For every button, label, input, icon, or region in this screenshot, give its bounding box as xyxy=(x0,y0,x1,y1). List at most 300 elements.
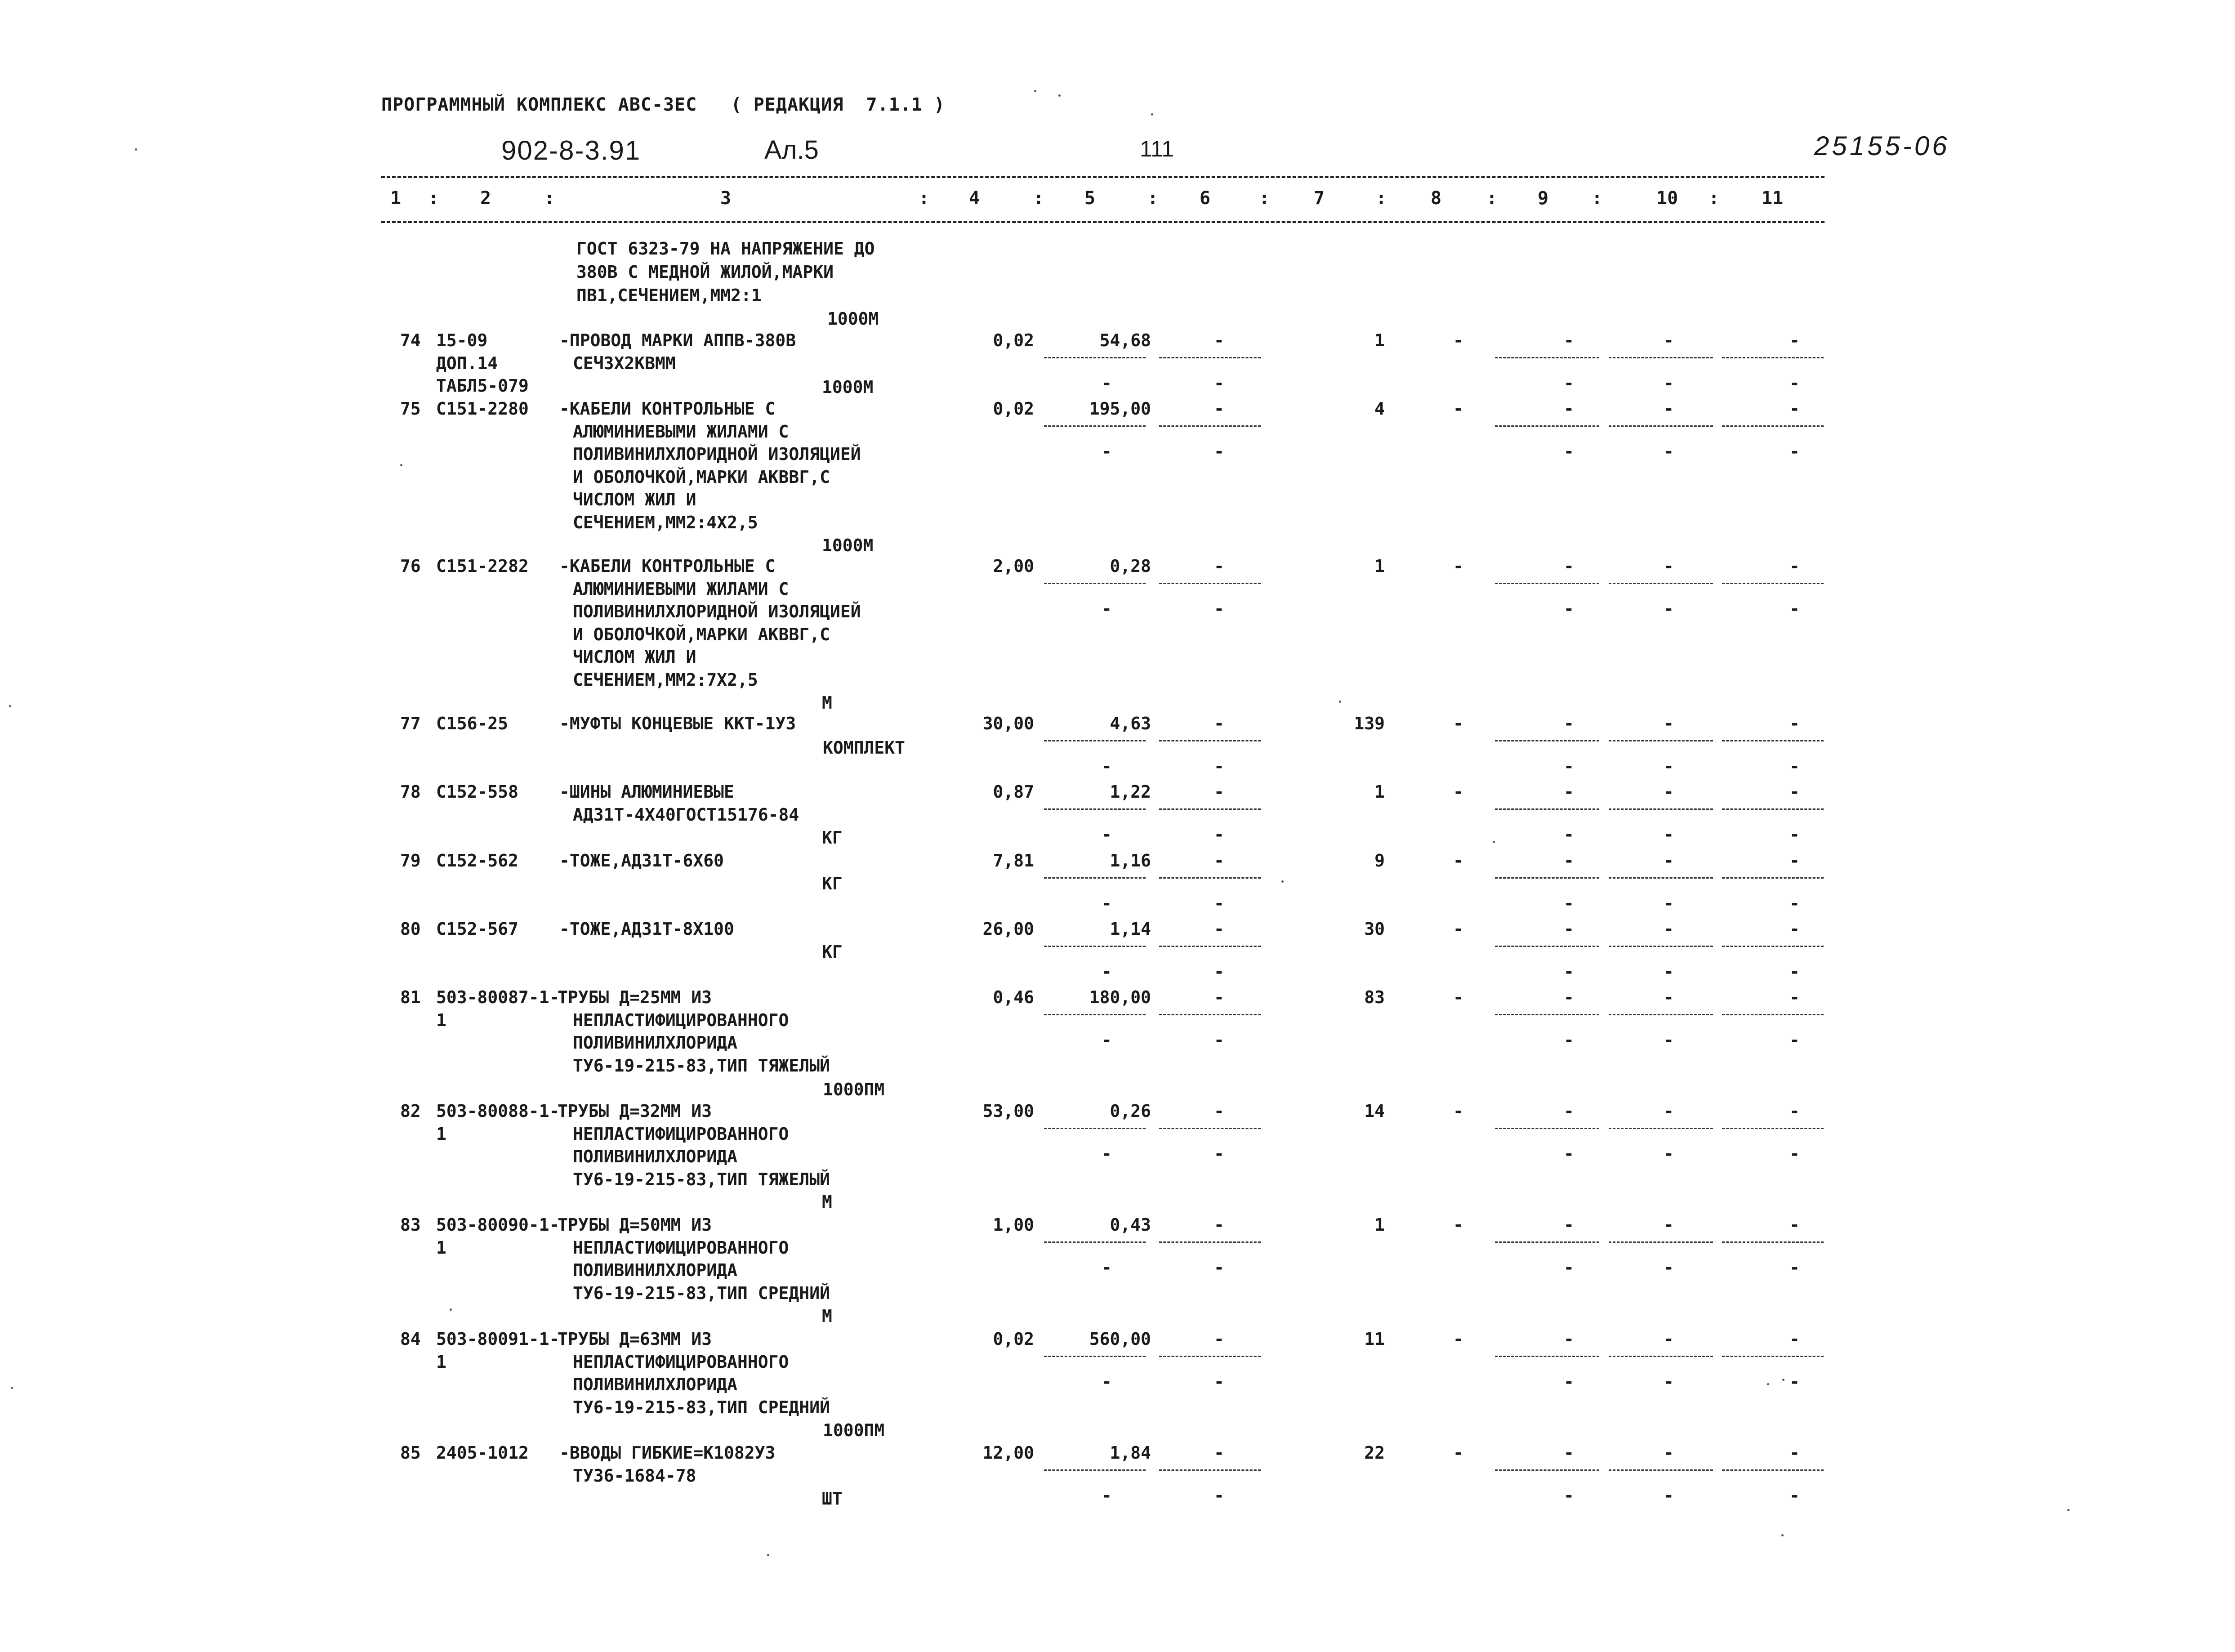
row-code: 2405-1012 xyxy=(436,1443,529,1463)
row-col8: - xyxy=(1453,714,1463,733)
cell-divider xyxy=(1044,808,1146,810)
row-col11: - xyxy=(1789,987,1800,1007)
row-col9: - xyxy=(1564,1443,1574,1463)
row-col4: 0,46 xyxy=(993,987,1034,1007)
cell-divider xyxy=(1722,1356,1824,1357)
row-col6: - xyxy=(1214,1101,1224,1121)
scan-speck xyxy=(135,148,137,151)
row-col8: - xyxy=(1453,851,1463,871)
row-code: 503-80088-1- xyxy=(436,1101,560,1121)
row-description: ПОЛИВИНИЛХЛОРИДА xyxy=(573,1375,738,1395)
row-number: 79 xyxy=(400,851,421,871)
row-col4: 26,00 xyxy=(982,919,1034,939)
row-col4: 0,02 xyxy=(993,399,1034,419)
cell-divider xyxy=(1044,740,1146,741)
row-code: 1 xyxy=(436,1237,446,1258)
cell-divider xyxy=(1159,357,1261,358)
row-col8: - xyxy=(1453,1215,1463,1235)
row-code: 503-80091-1- xyxy=(436,1329,560,1349)
row-code: 15-09 xyxy=(436,330,488,350)
row-col9: - xyxy=(1564,851,1574,871)
row-col11: - xyxy=(1789,1101,1800,1121)
cell-divider xyxy=(1609,1128,1713,1129)
row-col11: - xyxy=(1789,714,1800,733)
row-col6-sub: - xyxy=(1214,825,1224,844)
row-col6-sub: - xyxy=(1214,962,1224,982)
row-description: НЕПЛАСТИФИЦИРОВАННОГО xyxy=(573,1352,789,1372)
row-col11: - xyxy=(1789,851,1800,871)
row-col10: - xyxy=(1664,1101,1674,1121)
row-col10-sub: - xyxy=(1664,756,1674,776)
row-col5-sub: - xyxy=(1102,756,1112,776)
cell-divider xyxy=(1495,1356,1599,1357)
row-col5: 0,26 xyxy=(1110,1101,1151,1121)
row-code: С151-2280 xyxy=(436,399,529,419)
row-col9-sub: - xyxy=(1564,599,1574,619)
row-code: С152-562 xyxy=(436,851,519,871)
row-number: 78 xyxy=(400,782,421,802)
row-col9: - xyxy=(1564,1215,1574,1235)
row-col10: - xyxy=(1664,782,1674,802)
row-code: ТАБЛ5-079 xyxy=(436,376,529,396)
cell-divider xyxy=(1722,1128,1824,1129)
row-col10-sub: - xyxy=(1664,893,1674,913)
column-header-16: 9 xyxy=(1538,188,1549,209)
cell-divider xyxy=(1495,740,1599,741)
cell-divider xyxy=(1722,808,1824,810)
row-col9: - xyxy=(1564,1329,1574,1349)
cell-divider xyxy=(1722,357,1824,358)
row-description: -ВВОДЫ ГИБКИЕ=К1082У3 xyxy=(559,1443,776,1463)
row-col11-sub: - xyxy=(1789,1144,1800,1164)
scan-speck xyxy=(450,1308,452,1311)
row-col11: - xyxy=(1789,782,1800,802)
row-col5-sub: - xyxy=(1102,442,1112,461)
row-col5: 1,84 xyxy=(1110,1443,1151,1463)
column-header-4: 3 xyxy=(720,188,732,209)
row-col7: 9 xyxy=(1374,851,1385,871)
row-col6-sub: - xyxy=(1214,893,1224,913)
column-header-7: : xyxy=(1033,188,1044,209)
row-col9-sub: - xyxy=(1564,1258,1574,1277)
row-col4: 30,00 xyxy=(982,714,1034,733)
row-col7: 4 xyxy=(1374,399,1385,419)
column-header-14: 8 xyxy=(1431,188,1442,209)
header-rule-bottom xyxy=(381,221,1825,223)
cell-divider xyxy=(1044,425,1146,427)
row-number: 85 xyxy=(400,1443,421,1463)
row-description: И ОБОЛОЧКОЙ,МАРКИ АКВВГ,С xyxy=(573,467,830,487)
cell-divider xyxy=(1722,946,1824,947)
scan-speck xyxy=(11,1387,13,1389)
row-description: ТРУБЫ Д=63ММ ИЗ xyxy=(558,1329,712,1349)
row-col5-sub: - xyxy=(1102,825,1112,844)
row-unit: 1000М xyxy=(822,377,874,397)
row-col9: - xyxy=(1564,399,1574,419)
cell-divider xyxy=(1722,740,1824,741)
cell-divider xyxy=(1495,946,1599,947)
cell-divider xyxy=(1609,1356,1713,1357)
cell-divider xyxy=(1609,583,1713,584)
row-col6-sub: - xyxy=(1214,373,1224,393)
cell-divider xyxy=(1495,1469,1599,1471)
cell-divider xyxy=(1159,1128,1261,1129)
row-col9: - xyxy=(1564,330,1574,350)
row-col9-sub: - xyxy=(1564,825,1574,844)
cell-divider xyxy=(1722,877,1824,879)
row-col9: - xyxy=(1564,1101,1574,1121)
row-col4: 53,00 xyxy=(982,1101,1034,1121)
column-header-8: 5 xyxy=(1084,188,1096,209)
row-col8: - xyxy=(1453,1101,1463,1121)
row-col10-sub: - xyxy=(1664,1144,1674,1164)
row-col4: 2,00 xyxy=(993,556,1034,576)
column-header-15: : xyxy=(1486,188,1498,209)
row-col10-sub: - xyxy=(1664,962,1674,982)
intro-line: 380В С МЕДНОЙ ЖИЛОЙ,МАРКИ xyxy=(576,262,834,282)
row-col5: 54,68 xyxy=(1099,330,1151,350)
row-description: -ШИНЫ АЛЮМИНИЕВЫЕ xyxy=(559,782,734,802)
row-description: АД31Т-4Х40ГОСТ15176-84 xyxy=(573,804,799,825)
row-col9: - xyxy=(1564,714,1574,733)
row-col7: 83 xyxy=(1364,987,1385,1007)
row-col10-sub: - xyxy=(1664,442,1674,461)
row-col7: 1 xyxy=(1374,556,1385,576)
scan-speck xyxy=(1151,113,1153,116)
cell-divider xyxy=(1495,1128,1599,1129)
row-col11-sub: - xyxy=(1789,893,1800,913)
cell-divider xyxy=(1159,877,1261,879)
column-header-13: : xyxy=(1376,188,1387,209)
row-code: 1 xyxy=(436,1124,446,1144)
row-number: 76 xyxy=(400,556,421,576)
row-unit: КГ xyxy=(822,874,843,893)
row-col6-sub: - xyxy=(1214,1486,1224,1505)
cell-divider xyxy=(1044,877,1146,879)
row-description: ПОЛИВИНИЛХЛОРИДА xyxy=(573,1033,738,1053)
column-header-17: : xyxy=(1592,188,1603,209)
row-description: НЕПЛАСТИФИЦИРОВАННОГО xyxy=(573,1010,789,1030)
header-rule-top xyxy=(381,176,1825,178)
row-col10-sub: - xyxy=(1664,373,1674,393)
cell-divider xyxy=(1159,740,1261,741)
cell-divider xyxy=(1495,1241,1599,1243)
row-col5: 0,43 xyxy=(1110,1215,1151,1235)
column-header-11: : xyxy=(1259,188,1270,209)
cell-divider xyxy=(1722,583,1824,584)
column-header-3: : xyxy=(544,188,555,209)
cell-divider xyxy=(1722,1014,1824,1015)
row-unit: М xyxy=(822,1306,832,1326)
row-col4: 0,87 xyxy=(993,782,1034,802)
row-number: 84 xyxy=(400,1329,421,1349)
row-col5: 0,28 xyxy=(1110,556,1151,576)
cell-divider xyxy=(1044,1128,1146,1129)
row-col10: - xyxy=(1664,714,1674,733)
row-col5-sub: - xyxy=(1102,893,1112,913)
cell-divider xyxy=(1159,425,1261,427)
row-col9-sub: - xyxy=(1564,1030,1574,1050)
row-col7: 14 xyxy=(1364,1101,1385,1121)
row-col8: - xyxy=(1453,330,1463,350)
intro-line: ГОСТ 6323-79 НА НАПРЯЖЕНИЕ ДО xyxy=(576,239,875,259)
row-col11-sub: - xyxy=(1789,599,1800,619)
scan-speck xyxy=(1281,880,1284,883)
row-col6-sub: - xyxy=(1214,1258,1224,1277)
scan-speck xyxy=(1767,1383,1769,1385)
row-col7: 22 xyxy=(1364,1443,1385,1463)
row-col8: - xyxy=(1453,1329,1463,1349)
row-col5-sub: - xyxy=(1102,1372,1112,1392)
row-col9-sub: - xyxy=(1564,1144,1574,1164)
row-number: 77 xyxy=(400,714,421,733)
row-description: ТРУБЫ Д=50ММ ИЗ xyxy=(558,1215,712,1235)
row-col11-sub: - xyxy=(1789,442,1800,461)
row-description: АЛЮМИНИЕВЫМИ ЖИЛАМИ С xyxy=(573,579,789,599)
cell-divider xyxy=(1609,425,1713,427)
row-col11: - xyxy=(1789,330,1800,350)
row-col10: - xyxy=(1664,330,1674,350)
row-description: И ОБОЛОЧКОЙ,МАРКИ АКВВГ,С xyxy=(573,624,830,644)
row-col7: 11 xyxy=(1364,1329,1385,1349)
row-unit: М xyxy=(822,1192,832,1212)
cell-divider xyxy=(1609,357,1713,358)
row-col6: - xyxy=(1214,1215,1224,1235)
row-description: ТУ6-19-215-83,ТИП ТЯЖЕЛЫЙ xyxy=(573,1055,830,1076)
scan-speck xyxy=(1034,90,1036,92)
row-description: ЧИСЛОМ ЖИЛ И xyxy=(573,490,696,510)
row-col11: - xyxy=(1789,1443,1800,1463)
archive-number: 25155-06 xyxy=(1814,131,1950,161)
scan-speck xyxy=(1339,701,1341,703)
row-unit: М xyxy=(822,693,832,713)
row-col11-sub: - xyxy=(1789,1030,1800,1050)
row-col11: - xyxy=(1789,399,1800,419)
cell-divider xyxy=(1495,1014,1599,1015)
column-header-5: : xyxy=(919,188,930,209)
row-code: С152-558 xyxy=(436,782,519,802)
document-number: 902-8-3.91 xyxy=(501,135,641,165)
row-description: -КАБЕЛИ КОНТРОЛЬНЫЕ С xyxy=(559,399,776,419)
row-col5-sub: - xyxy=(1102,1030,1112,1050)
row-col9-sub: - xyxy=(1564,1486,1574,1505)
column-header-6: 4 xyxy=(969,188,980,209)
row-code: С156-25 xyxy=(436,714,509,733)
row-description: ПОЛИВИНИЛХЛОРИДНОЙ ИЗОЛЯЦИЕЙ xyxy=(573,602,861,622)
row-unit: КОМПЛЕКТ xyxy=(823,738,906,758)
row-col11: - xyxy=(1789,919,1800,939)
cell-divider xyxy=(1609,1014,1713,1015)
row-col5-sub: - xyxy=(1102,1258,1112,1277)
row-col11-sub: - xyxy=(1789,756,1800,776)
row-col5: 1,22 xyxy=(1110,782,1151,802)
row-code: 503-80087-1- xyxy=(436,987,560,1007)
cell-divider xyxy=(1609,877,1713,879)
row-col6-sub: - xyxy=(1214,1030,1224,1050)
row-col7: 1 xyxy=(1374,1215,1385,1235)
cell-divider xyxy=(1159,946,1261,947)
row-col9: - xyxy=(1564,987,1574,1007)
row-col10: - xyxy=(1664,987,1674,1007)
row-description: ТУ36-1684-78 xyxy=(573,1465,696,1486)
row-unit: 1000ПМ xyxy=(823,1080,885,1099)
row-description: -ПРОВОД МАРКИ АППВ-380В xyxy=(559,330,796,350)
cell-divider xyxy=(1159,1356,1261,1357)
row-col10-sub: - xyxy=(1664,1258,1674,1277)
row-description: -МУФТЫ КОНЦЕВЫЕ ККТ-1У3 xyxy=(559,714,796,733)
row-col6: - xyxy=(1214,330,1224,350)
row-col4: 12,00 xyxy=(982,1443,1034,1463)
cell-divider xyxy=(1044,946,1146,947)
row-col9: - xyxy=(1564,919,1574,939)
column-header-0: 1 xyxy=(390,188,401,209)
row-col11-sub: - xyxy=(1789,373,1800,393)
row-description: СЕЧЕНИЕМ,ММ2:7Х2,5 xyxy=(573,670,758,690)
cell-divider xyxy=(1495,877,1599,879)
cell-divider xyxy=(1044,357,1146,358)
cell-divider xyxy=(1159,808,1261,810)
row-col5-sub: - xyxy=(1102,1486,1112,1505)
row-number: 74 xyxy=(400,330,421,350)
row-col8: - xyxy=(1453,919,1463,939)
cell-divider xyxy=(1609,1469,1713,1471)
row-code: ДОП.14 xyxy=(436,353,498,373)
row-description: НЕПЛАСТИФИЦИРОВАННОГО xyxy=(573,1124,789,1144)
row-number: 81 xyxy=(400,987,421,1007)
row-col6: - xyxy=(1214,714,1224,733)
cell-divider xyxy=(1044,1241,1146,1243)
column-header-12: 7 xyxy=(1314,188,1325,209)
row-col11-sub: - xyxy=(1789,825,1800,844)
row-col5: 1,14 xyxy=(1110,919,1151,939)
row-col6: - xyxy=(1214,782,1224,802)
row-col5-sub: - xyxy=(1102,599,1112,619)
cell-divider xyxy=(1495,808,1599,810)
row-description: ПОЛИВИНИЛХЛОРИДА xyxy=(573,1260,738,1281)
row-col10: - xyxy=(1664,556,1674,576)
row-number: 75 xyxy=(400,399,421,419)
row-description: ТРУБЫ Д=32ММ ИЗ xyxy=(558,1101,712,1121)
column-header-2: 2 xyxy=(480,188,491,209)
row-col11-sub: - xyxy=(1789,1258,1800,1277)
row-description: АЛЮМИНИЕВЫМИ ЖИЛАМИ С xyxy=(573,421,789,442)
cell-divider xyxy=(1495,425,1599,427)
cell-divider xyxy=(1609,740,1713,741)
row-col10-sub: - xyxy=(1664,1030,1674,1050)
row-col9-sub: - xyxy=(1564,373,1574,393)
scan-speck xyxy=(1493,841,1495,843)
row-unit: 1000ПМ xyxy=(823,1420,885,1440)
page-number: 111 xyxy=(1140,136,1174,161)
row-unit: КГ xyxy=(822,828,843,848)
row-col5-sub: - xyxy=(1102,373,1112,393)
row-col9-sub: - xyxy=(1564,893,1574,913)
scan-speck xyxy=(1781,1534,1784,1536)
row-col10-sub: - xyxy=(1664,825,1674,844)
row-description: ТРУБЫ Д=25ММ ИЗ xyxy=(558,987,712,1007)
row-description: СЕЧ3Х2КВММ xyxy=(573,353,676,373)
row-col11: - xyxy=(1789,1215,1800,1235)
row-col11: - xyxy=(1789,1329,1800,1349)
row-col6-sub: - xyxy=(1214,1372,1224,1392)
cell-divider xyxy=(1722,1241,1824,1243)
row-description: СЕЧЕНИЕМ,ММ2:4Х2,5 xyxy=(573,513,758,532)
row-col5: 560,00 xyxy=(1089,1329,1151,1349)
row-code: 1 xyxy=(436,1352,446,1372)
row-col6: - xyxy=(1214,1329,1224,1349)
row-col6: - xyxy=(1214,1443,1224,1463)
column-header-19: : xyxy=(1709,188,1720,209)
scan-speck xyxy=(1058,94,1061,97)
row-description: НЕПЛАСТИФИЦИРОВАННОГО xyxy=(573,1237,789,1258)
row-col6-sub: - xyxy=(1214,756,1224,776)
intro-line: ПВ1,СЕЧЕНИЕМ,ММ2:1 xyxy=(576,286,762,305)
row-col10: - xyxy=(1664,1443,1674,1463)
row-col10: - xyxy=(1664,919,1674,939)
cell-divider xyxy=(1159,1014,1261,1015)
row-description: -ТОЖЕ,АД31Т-6Х60 xyxy=(559,851,724,871)
cell-divider xyxy=(1722,425,1824,427)
row-col8: - xyxy=(1453,987,1463,1007)
cell-divider xyxy=(1044,583,1146,584)
row-col10: - xyxy=(1664,1215,1674,1235)
row-description: -КАБЕЛИ КОНТРОЛЬНЫЕ С xyxy=(559,556,776,576)
row-description: ТУ6-19-215-83,ТИП ТЯЖЕЛЫЙ xyxy=(573,1169,830,1189)
row-number: 82 xyxy=(400,1101,421,1121)
row-description: ПОЛИВИНИЛХЛОРИДНОЙ ИЗОЛЯЦИЕЙ xyxy=(573,444,861,464)
row-code: С152-567 xyxy=(436,919,519,939)
row-col8: - xyxy=(1453,556,1463,576)
row-unit: ШТ xyxy=(822,1489,843,1509)
column-header-9: : xyxy=(1147,188,1159,209)
cell-divider xyxy=(1609,946,1713,947)
row-number: 80 xyxy=(400,919,421,939)
row-col5-sub: - xyxy=(1102,1144,1112,1164)
row-col11: - xyxy=(1789,556,1800,576)
row-code: 1 xyxy=(436,1010,446,1030)
cell-divider xyxy=(1609,808,1713,810)
row-col4: 0,02 xyxy=(993,1329,1034,1349)
scan-speck xyxy=(1782,1379,1784,1381)
cell-divider xyxy=(1044,1469,1146,1471)
scan-speck xyxy=(400,464,402,466)
cell-divider xyxy=(1495,357,1599,358)
row-col8: - xyxy=(1453,782,1463,802)
scan-speck xyxy=(767,1554,769,1556)
row-col9-sub: - xyxy=(1564,756,1574,776)
cell-divider xyxy=(1609,1241,1713,1243)
cell-divider xyxy=(1044,1014,1146,1015)
row-col10-sub: - xyxy=(1664,1486,1674,1505)
program-header: ПРОГРАММНЫЙ КОМПЛЕКС АВС-3ЕС ( РЕДАКЦИЯ 7.1.1 ) xyxy=(381,94,946,115)
scan-speck xyxy=(2067,1509,2070,1511)
row-description: -ТОЖЕ,АД31Т-8Х100 xyxy=(559,919,734,939)
row-col9-sub: - xyxy=(1564,442,1574,461)
column-header-20: 11 xyxy=(1762,188,1784,209)
column-header-18: 10 xyxy=(1656,188,1678,209)
row-col4: 1,00 xyxy=(993,1215,1034,1235)
row-col7: 139 xyxy=(1354,714,1385,733)
row-col11-sub: - xyxy=(1789,962,1800,982)
row-col6: - xyxy=(1214,399,1224,419)
cell-divider xyxy=(1159,583,1261,584)
intro-unit: 1000М xyxy=(827,309,879,329)
row-number: 83 xyxy=(400,1215,421,1235)
row-col6-sub: - xyxy=(1214,599,1224,619)
row-col10-sub: - xyxy=(1664,1372,1674,1392)
row-col11-sub: - xyxy=(1789,1372,1800,1392)
row-col6: - xyxy=(1214,851,1224,871)
